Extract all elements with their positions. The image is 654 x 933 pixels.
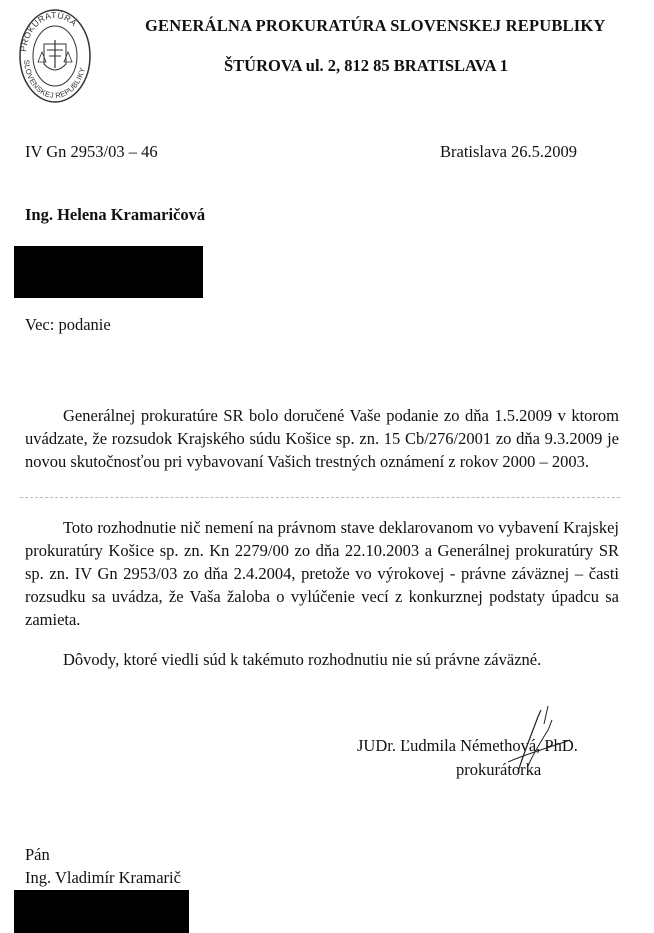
signatory-title: prokurátorka [456, 760, 542, 779]
institution-heading: GENERÁLNA PROKURATÚRA SLOVENSKEJ REPUBLIKY [145, 16, 606, 35]
subject-line: Vec: podanie [25, 315, 111, 334]
body-paragraph-1 [25, 404, 619, 473]
copy-salutation: Pán [25, 845, 50, 864]
handwritten-signature [478, 700, 588, 780]
reference-number: IV Gn 2953/03 – 46 [25, 142, 158, 161]
recipient-name: Ing. Helena Kramaričová [25, 205, 206, 224]
prosecutor-seal-icon [18, 6, 92, 106]
signatory-name: JUDr. Ľudmila Némethová, PhD. [357, 736, 578, 755]
svg-text:PROKURATÚRA: PROKURATÚRA [18, 9, 80, 53]
redacted-copy-address [14, 890, 189, 933]
copy-recipient-name: Ing. Vladimír Kramarič [25, 868, 181, 887]
body-paragraph-3 [25, 650, 541, 670]
scan-artifact-line [20, 497, 620, 498]
svg-text:SLOVENSKEJ REPUBLIKY: SLOVENSKEJ REPUBLIKY [21, 59, 87, 101]
body-paragraph-2 [25, 516, 619, 631]
paragraph-3-text: Dôvody, ktoré viedli súd k takémuto rozhodnutiu nie sú právne záväzné. [63, 650, 542, 669]
institution-address: ŠTÚROVA ul. 2, 812 85 BRATISLAVA 1 [224, 56, 508, 75]
place-date: Bratislava 26.5.2009 [440, 142, 578, 161]
paragraph-2-text: Toto rozhodnutie nič nemení na právnom stave deklarovanom vo vybavení Krajskej prokuratúry Košice sp. zn. Kn 2279/00 zo dňa 22.10.2003 a Generálnej prokuratúry SR sp. zn. IV Gn 2953/03 zo dňa 2.4.2004, pretože vo výrokovej - právne záväznej – časti rozsudku sa uvádza, že Vaša žaloba o vylúčenie vecí z konkurznej podstaty úpadcu sa zamieta. [25, 518, 619, 629]
paragraph-1-text: Generálnej prokuratúre SR bolo doručené Vaše podanie zo dňa 1.5.2009 v ktorom uvádzate, že rozsudok Krajského súdu Košice sp. zn. 15 Cb/276/2001 zo dňa 9.3.2009 je novou skutočnosťou pri vybavovaní Vašich trestných oznámení z rokov 2000 – 2003. [25, 406, 619, 471]
redacted-address-block [14, 246, 203, 298]
